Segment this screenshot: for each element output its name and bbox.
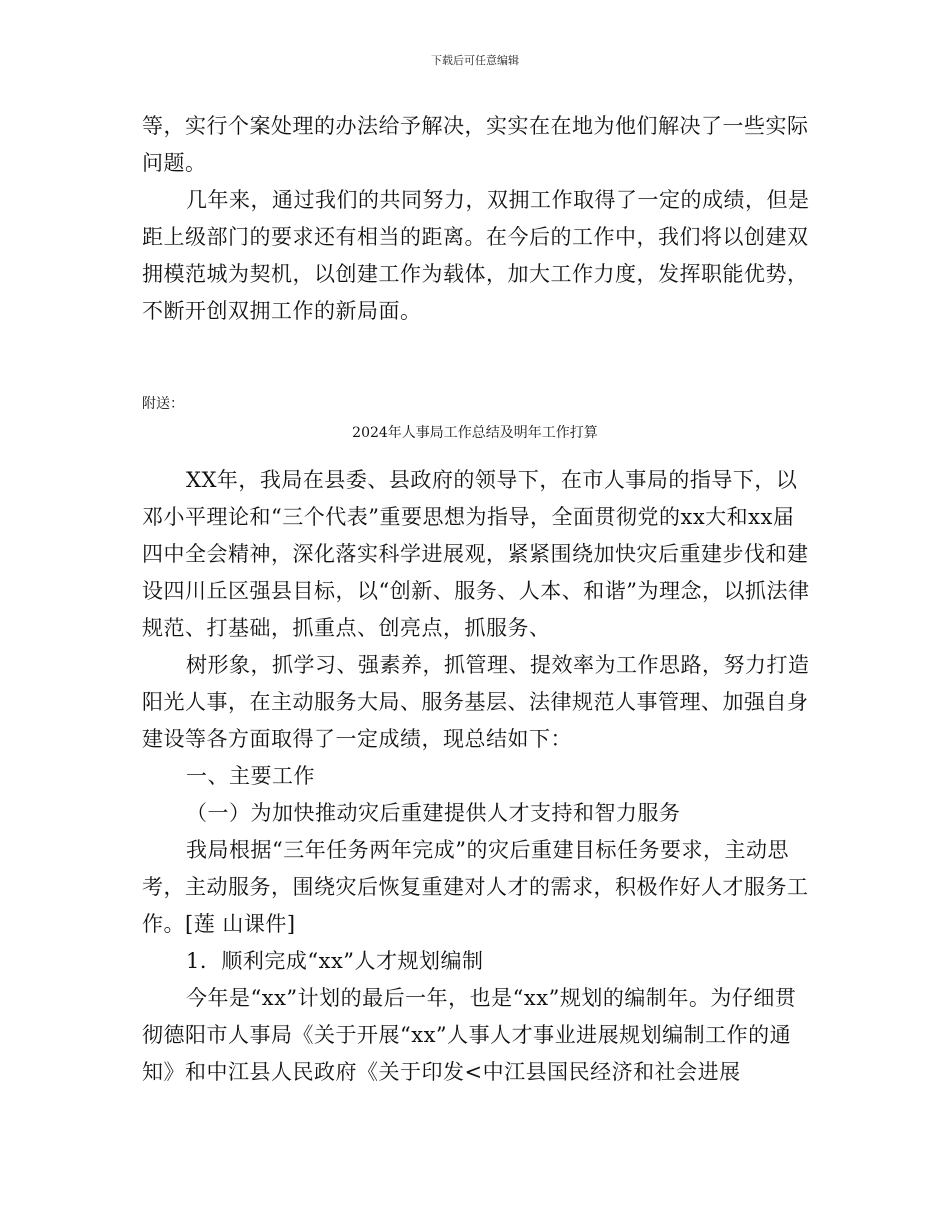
paragraph: XX年，我局在县委、县政府的领导下，在市人事局的指导下，以邓小平理论和“三个代表”重要思想为指导，全面贯彻党的xx大和xx届四中全会精神，深化落实科学进展观，紧紧围绕加快灾后重建步伐和建设四川丘区强县目标，以“创新、服务、人本、和谐”为理念，以抓法律规范、打基础，抓重点、创亮点，抓服务、 (142, 468, 810, 640)
document-subtitle: 2024年人事局工作总结及明年工作打算 (352, 425, 598, 441)
paragraph: 我局根据“三年任务两年完成”的灾后重建目标任务要求，主动思考，主动服务，围绕灾后恢复重建对人才的需求，积极作好人才服务工作。[莲 山课件] (142, 838, 809, 936)
page-header: 下载后可任意编辑 (431, 54, 519, 67)
subsection-heading: （一）为加快推动灾后重建提供人才支持和智力服务 (186, 801, 681, 825)
paragraph: 今年是“xx”计划的最后一年，也是“xx”规划的编制年。为仔细贯彻德阳市人事局《关于开展“xx”人事人才事业进展规划编制工作的通知》和中江县人民政府《关于印发<中江县国民经济和社会进展 (142, 986, 797, 1084)
paragraph: 树形象，抓学习、强素养，抓管理、提效率为工作思路，努力打造阳光人事，在主动服务大局、服务基层、法律规范人事管理、加强自身建设等各方面取得了一定成绩，现总结如下： (142, 653, 810, 751)
body-text-block (142, 462, 814, 1091)
paragraph: 等，实行个案处理的办法给予解决，实实在在地为他们解决了一些实际问题。 (142, 114, 809, 175)
top-text-block (142, 108, 814, 330)
section-heading: 一、主要工作 (186, 764, 315, 788)
paragraph: 几年来，通过我们的共同努力，双拥工作取得了一定的成绩，但是距上级部门的要求还有相当的距离。在今后的工作中，我们将以创建双拥模范城为契机，以创建工作为载体，加大工作力度，发挥职能优势，不断开创双拥工作的新局面。 (142, 188, 810, 323)
attachment-label: 附送： (142, 396, 184, 412)
item-heading: 1．顺利完成“xx”人才规划编制 (186, 949, 484, 973)
